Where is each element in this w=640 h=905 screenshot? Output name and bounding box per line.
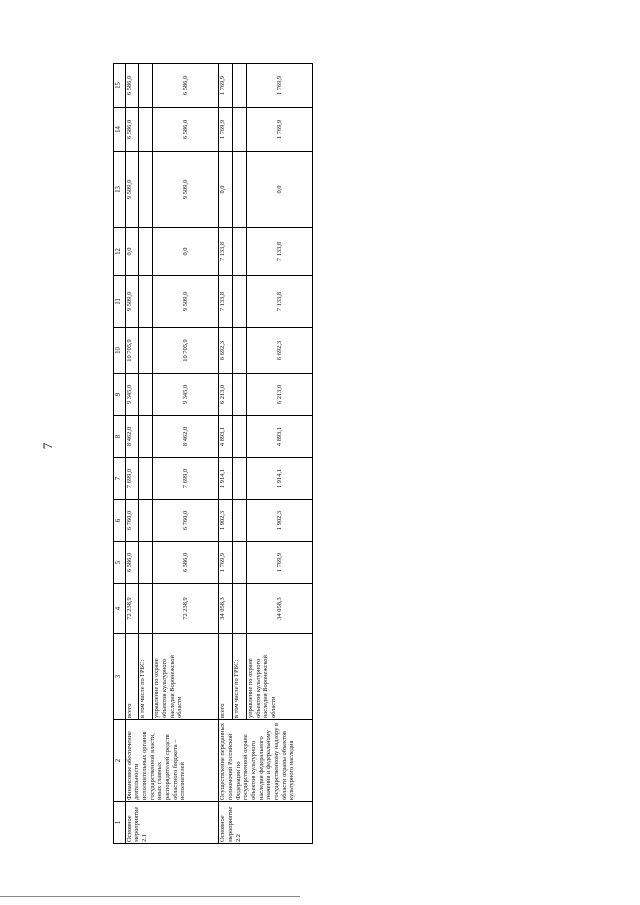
value-cell: 10 705,9 — [153, 328, 219, 374]
value-cell: 7 699,0 — [125, 458, 139, 500]
header-cell: 4 — [114, 584, 126, 634]
header-cell: 1 — [114, 802, 126, 844]
row-label: всего — [219, 634, 233, 720]
table-wrapper — [113, 64, 313, 844]
value-cell: 6 213,0 — [219, 374, 233, 416]
value-cell: 6 586,0 — [125, 64, 139, 108]
activity-number: Основное мероприятие 2.2 — [219, 802, 313, 844]
value-cell: 9 509,0 — [125, 152, 139, 228]
header-cell: 8 — [114, 416, 126, 458]
header-cell: 5 — [114, 542, 126, 584]
value-cell: 6 586,0 — [153, 64, 219, 108]
value-cell: 4 893,1 — [219, 416, 233, 458]
value-cell: 6 692,3 — [247, 328, 313, 374]
value-cell: 6 586,0 — [125, 542, 139, 584]
table-row — [125, 64, 139, 844]
value-cell: 1 769,9 — [219, 108, 233, 152]
value-cell: 1 902,3 — [219, 500, 233, 542]
value-cell: 6 760,0 — [125, 500, 139, 542]
header-row — [114, 64, 126, 844]
value-cell: 34 058,3 — [247, 584, 313, 634]
value-cell: 1 769,9 — [219, 64, 233, 108]
value-cell: 6 760,0 — [153, 500, 219, 542]
value-cell: 0,0 — [153, 228, 219, 276]
value-cell: 6 586,0 — [125, 108, 139, 152]
row-label: в том числе по ГРБС: — [139, 634, 153, 720]
value-cell: 1 914,1 — [219, 458, 233, 500]
header-cell: 10 — [114, 328, 126, 374]
header-cell: 14 — [114, 108, 126, 152]
page-number: 7 — [40, 442, 55, 450]
value-cell: 72 238,9 — [153, 584, 219, 634]
financing-table — [113, 63, 313, 844]
value-cell: 1 769,9 — [247, 64, 313, 108]
header-cell: 11 — [114, 276, 126, 328]
row-label: управление по охране объектов культурного наследия Воронежской области — [247, 634, 313, 720]
table-row — [219, 64, 233, 844]
value-cell: 7 133,8 — [247, 276, 313, 328]
value-cell: 0,0 — [219, 152, 233, 228]
header-cell: 15 — [114, 64, 126, 108]
value-cell: 0,0 — [125, 228, 139, 276]
row-label: в том числе по ГРБС: — [233, 634, 247, 720]
value-cell: 1 769,9 — [247, 542, 313, 584]
row-label: всего — [125, 634, 139, 720]
header-cell: 6 — [114, 500, 126, 542]
value-cell: 34 058,3 — [219, 584, 233, 634]
value-cell: 9 509,0 — [153, 276, 219, 328]
value-cell: 1 769,9 — [219, 542, 233, 584]
value-cell: 1 914,1 — [247, 458, 313, 500]
value-cell: 9 509,0 — [125, 276, 139, 328]
value-cell: 7 133,8 — [219, 276, 233, 328]
rotated-table-container — [113, 64, 313, 844]
row-label: управление по охране объектов культурного наследия Воронежской области — [153, 634, 219, 720]
value-cell: 1 769,9 — [247, 108, 313, 152]
header-cell: 9 — [114, 374, 126, 416]
value-cell: 6 692,3 — [219, 328, 233, 374]
value-cell: 9 345,0 — [153, 374, 219, 416]
value-cell: 7 133,8 — [247, 228, 313, 276]
value-cell: 72 238,9 — [125, 584, 139, 634]
value-cell: 4 893,1 — [247, 416, 313, 458]
value-cell: 6 586,0 — [153, 542, 219, 584]
value-cell: 9 345,0 — [125, 374, 139, 416]
value-cell: 7 699,0 — [153, 458, 219, 500]
activity-name: Финансовое обеспечение деятельности исполнительных органов государственной власти, иных главных распорядителей средств областного бюджета – исполнителей — [125, 720, 219, 802]
header-cell: 12 — [114, 228, 126, 276]
value-cell: 6 586,0 — [153, 108, 219, 152]
activity-number: Основное мероприятие 2.1 — [125, 802, 219, 844]
header-cell: 7 — [114, 458, 126, 500]
footer-divider — [0, 896, 300, 897]
header-cell: 3 — [114, 634, 126, 720]
value-cell: 7 133,8 — [219, 228, 233, 276]
header-cell: 2 — [114, 720, 126, 802]
value-cell: 8 462,0 — [125, 416, 139, 458]
value-cell: 10 705,9 — [125, 328, 139, 374]
value-cell: 9 509,0 — [153, 152, 219, 228]
value-cell: 1 902,3 — [247, 500, 313, 542]
activity-name: Осуществление переданных полномочий Российской Федерации по государственной охране объектов культурного наследия федерального значения и федеральному государственному надзору в области охраны объектов культурного наследия — [219, 720, 313, 802]
value-cell: 8 462,0 — [153, 416, 219, 458]
value-cell: 6 213,0 — [247, 374, 313, 416]
header-cell: 13 — [114, 152, 126, 228]
value-cell: 0,0 — [247, 152, 313, 228]
